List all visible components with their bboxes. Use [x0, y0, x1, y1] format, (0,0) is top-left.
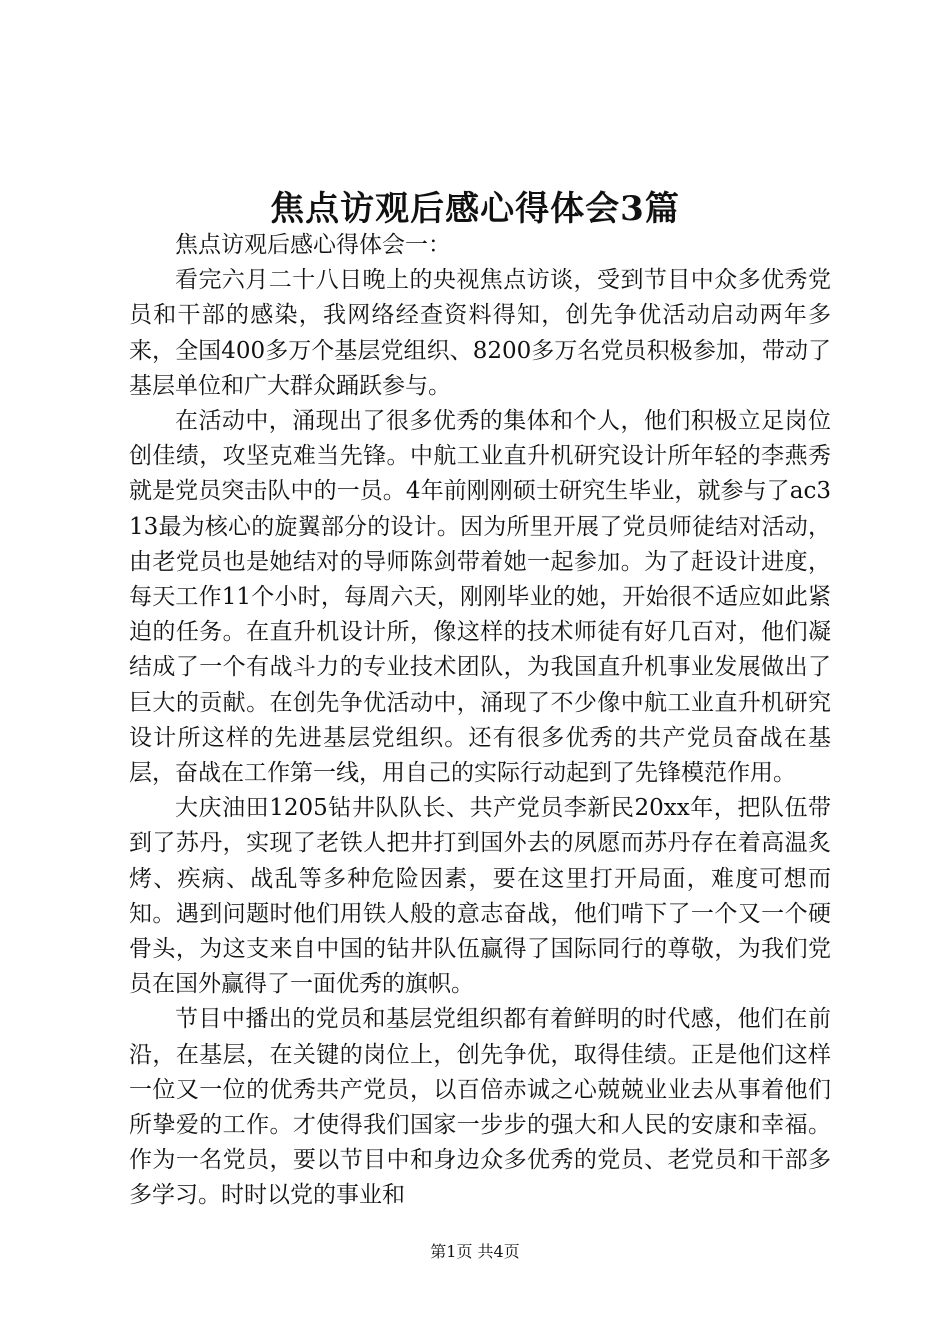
paragraph-heading: 焦点访观后感心得体会一： [175, 232, 451, 258]
document-body [129, 228, 831, 1214]
paragraph: 在活动中，涌现出了很多优秀的集体和个人，他们积极立足岗位创佳绩，攻坚克难当先锋。中航工业直升机研究设计所年轻的李燕秀就是党员突击队中的一员。4年前刚刚硕士研究生毕业，就参与了ac313最为核心的旋翼部分的设计。因为所里开展了党员师徒结对活动，由老党员也是她结对的导师陈剑带着她一起参加。为了赶设计进度，每天工作11个小时，每周六天，刚刚毕业的她，开始很不适应如此紧迫的任务。在直升机设计所，像这样的技术师徒有好几百对，他们凝结成了一个有战斗力的专业技术团队，为我国直升机事业发展做出了巨大的贡献。在创先争优活动中，涌现了不少像中航工业直升机研究设计所这样的先进基层党组织。还有很多优秀的共产党员奋战在基层，奋战在工作第一线，用自己的实际行动起到了先锋模范作用。 [129, 408, 831, 787]
document-title: 焦点访观后感心得体会3篇 [270, 189, 680, 229]
paragraph: 大庆油田1205钻井队队长、共产党员李新民20xx年，把队伍带到了苏丹，实现了老铁人把井打到国外去的夙愿而苏丹存在着高温炙烤、疾病、战乱等多种危险因素，要在这里打开局面，难度可想而知。遇到问题时他们用铁人般的意志奋战，他们啃下了一个又一个硬骨头，为这支来自中国的钻井队伍赢得了国际同行的尊敬，为我们党员在国外赢得了一面优秀的旗帜。 [129, 795, 831, 998]
paragraph: 看完六月二十八日晚上的央视焦点访谈，受到节目中众多优秀党员和干部的感染，我网络经查资料得知，创先争优活动启动两年多来，全国400多万个基层党组织、8200多万名党员积极参加，带动了基层单位和广大群众踊跃参与。 [129, 267, 831, 399]
paragraph: 节目中播出的党员和基层党组织都有着鲜明的时代感，他们在前沿，在基层，在关键的岗位上，创先争优，取得佳绩。正是他们这样一位又一位的优秀共产党员，以百倍赤诚之心兢兢业业去从事着他们所挚爱的工作。才使得我们国家一步步的强大和人民的安康和幸福。作为一名党员，要以节目中和身边众多优秀的党员、老党员和干部多多学习。时时以党的事业和 [129, 1006, 831, 1209]
page-footer: 第1页 共4页 [430, 1242, 520, 1261]
